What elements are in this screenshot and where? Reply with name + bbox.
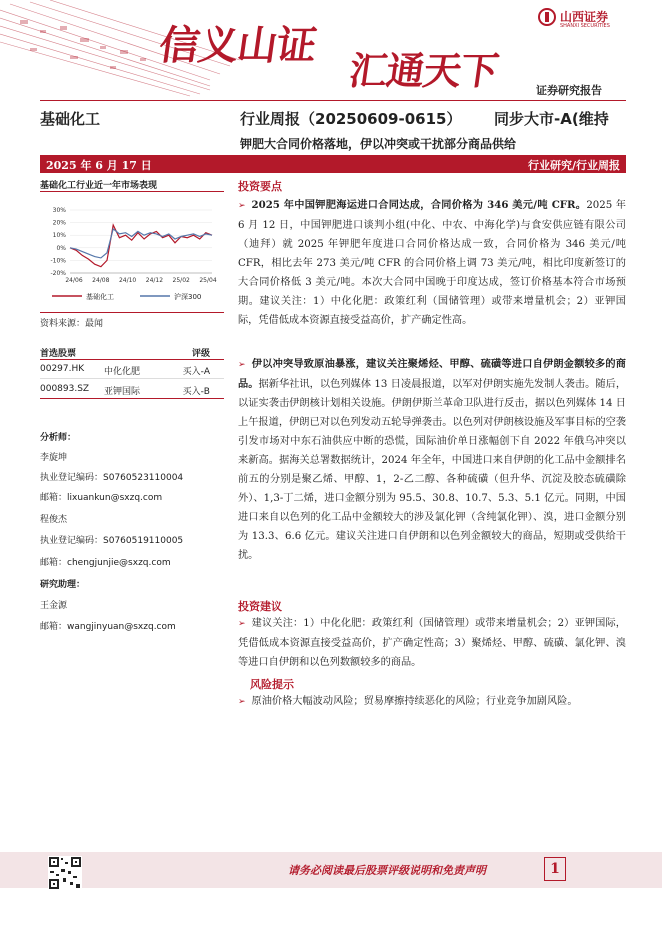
date-bar: [40, 155, 626, 173]
paragraph-iran-israel: [238, 355, 626, 565]
company-logo-sub: SHANXI SECURITIES: [560, 23, 610, 29]
report-type: 证券研究报告: [536, 84, 602, 97]
stock-code: 000893.SZ: [40, 384, 90, 394]
slogan-part2: 汇通天下: [346, 48, 501, 93]
assistant-name: 王金源: [40, 601, 68, 611]
stock-rating: 买入-A: [182, 367, 210, 377]
chart-title-rule: [40, 191, 224, 192]
report-subtitle: 钾肥大合同价格落地，伊以冲突或干扰部分商品供给: [240, 137, 517, 151]
header-banner: [0, 0, 662, 100]
footer-disclaimer[interactable]: 请务必阅读最后股票评级说明和免责声明: [288, 864, 486, 877]
arrow-bullet-icon: ➢: [238, 697, 246, 707]
assistant-email[interactable]: 邮箱：wangjinyuan@sxzq.com: [40, 622, 176, 632]
stock-row: [40, 384, 224, 397]
arrow-bullet-icon: ➢: [238, 201, 246, 211]
chart-y-tick-label: -10%: [50, 257, 66, 265]
chart-y-tick-label: 0%: [56, 244, 66, 252]
analyst-name: 程俊杰: [40, 515, 68, 525]
report-date: 2025 年 6 月 17 日: [46, 159, 152, 172]
paragraph-potash-contract: [238, 196, 626, 330]
market-performance-chart: [40, 198, 224, 308]
chart-x-tick-label: 24/08: [92, 277, 110, 284]
qr-code-icon: [48, 856, 82, 890]
analysts-title: 分析师：: [40, 433, 77, 443]
chart-source: 资料来源：最闻: [40, 319, 104, 329]
paragraph-risk: [238, 692, 626, 712]
analyst-license: 执业登记编码：S0760519110005: [40, 536, 184, 546]
arrow-bullet-icon: ➢: [238, 360, 246, 370]
assistant-title: 研究助理：: [40, 580, 86, 590]
chart-y-tick-label: 10%: [52, 232, 66, 240]
chart-x-tick-label: 24/10: [118, 277, 137, 284]
stocks-title: 首选股票: [40, 349, 77, 359]
chart-bottom-rule: [40, 312, 224, 313]
header-rule: [40, 100, 626, 101]
stocks-bottom-rule: [40, 398, 224, 399]
industry-name: 基础化工: [40, 110, 101, 128]
stock-row: [40, 364, 224, 377]
chart-legend-label: 基础化工: [86, 293, 114, 301]
chart-x-tick-label: 25/02: [172, 277, 190, 284]
chart-x-tick-label: 24/06: [65, 277, 83, 284]
weekly-title: 行业周报（20250609-0615）: [240, 110, 462, 128]
paragraph-advice: [238, 614, 626, 672]
slogan-part1: 信义山证: [156, 22, 319, 69]
paragraph-lead: 2025 年中国钾肥海运进口合同达成，合同价格为 346 美元/吨 CFR。: [251, 199, 587, 211]
stock-code: 00297.HK: [40, 364, 85, 374]
company-logo-name: 山西证券: [560, 10, 609, 24]
industry-rating: 同步大市-A(维持: [494, 110, 609, 128]
section-investment-highlights: 投资要点: [238, 180, 282, 193]
chart-title: 基础化工行业近一年市场表现: [40, 181, 158, 191]
stocks-header: [40, 346, 224, 359]
analyst-name: 李旋坤: [40, 453, 68, 463]
company-logo-icon: [537, 7, 557, 27]
section-investment-advice: 投资建议: [238, 600, 282, 613]
chart-series-line: [70, 229, 212, 258]
paragraph-body: 据新华社讯，以色列媒体 13 日凌晨报道，以军对伊朗实施先发制人袭击。随后，以证实袭击伊朗核计划相关设施。伊朗伊斯兰革命卫队进行反击，据以色列媒体 14 日上午报道，伊朗已对以色列发动五轮导弹袭击。以色列对伊朗核设施及军事目标的空袭引发市场对中东石油供应中断的恐慌，国际油价单日涨幅创下自 2022 年俄乌冲突以来新高。据海关总署数据统计，2024 年全年，中国进口来自伊朗的化工品中金额排名前五的分别是聚乙烯、甲醇、1，2-乙二醇、各种硫磺（但升华、沉淀及胶态硫磺除外）、1,3-丁二烯，进口金额分别为 95.5、30.8、10.7、5.3、5.1 亿元。同期，中国进口来自以色列的化工品中金额较大的涉及氯化钾（含纯氯化钾）、溴，进口金额分别为 13.3、6.6 亿元。建议关注进口自伊朗和以色列金额较大的商品，短期或受供给干扰。: [238, 379, 627, 561]
analyst-email[interactable]: 邮箱：lixuankun@sxzq.com: [40, 493, 163, 503]
stock-name: 中化化肥: [104, 367, 141, 377]
chart-legend-label: 沪深300: [174, 293, 202, 301]
analyst-license: 执业登记编码：S0760523110004: [40, 473, 184, 483]
chart-y-tick-label: -20%: [50, 270, 66, 277]
section-risk: 风险提示: [250, 678, 294, 691]
report-category: 行业研究/行业周报: [527, 159, 620, 172]
stocks-rating-header: 评级: [191, 349, 210, 359]
stock-rating: 买入-B: [182, 387, 210, 397]
stock-name: 亚钾国际: [104, 387, 141, 397]
arrow-bullet-icon: ➢: [238, 619, 246, 629]
chart-y-tick-label: 20%: [52, 219, 66, 227]
stocks-rule: [40, 359, 224, 360]
page-number: 1: [544, 857, 566, 881]
chart-x-tick-label: 25/04: [199, 277, 217, 284]
analyst-email[interactable]: 邮箱：chengjunjie@sxzq.com: [40, 558, 171, 568]
paragraph-body: 2025 年 6 月 12 日，中国钾肥进口谈判小组(中化、中农、中海化学)与食安供应链有限公司（迪拜）就 2025 年钾肥年度进口合同价格达成一致，合同价格为 346 美元/吨 CFR，相比去年 273 美元/吨 CFR 的合同价格上调 73 美元/吨，相比印度新签订的大合同价格低 3 美元/吨。本次大合同中国晚于印度达成，签订价格基本符合市场预期。建议关注：1）中化化肥：政策红利（国储管理）或带来增量机会；2）亚钾国际，凭借低成本资源直接受益高价，扩产确定性高。: [238, 200, 626, 326]
paragraph-body: 原油价格大幅波动风险；贸易摩擦持续恶化的风险；行业竞争加剧风险。: [251, 696, 578, 707]
paragraph-body: 建议关注：1）中化化肥：政策红利（国储管理）或带来增量机会；2）亚钾国际，凭借低成本资源直接受益高价，扩产确定性高；3）聚烯烃、甲醇、硫磺、氯化钾、溴等进口自伊朗和以色列数额较多的商品。: [238, 618, 626, 668]
stock-row-divider: [40, 378, 224, 379]
paragraph-lead: 伊以冲突导致原油暴涨，建议关注聚烯烃、甲醇、硫磺等进口自伊朗金额较多的商品。: [238, 358, 626, 390]
chart-y-tick-label: 30%: [52, 207, 66, 214]
chart-x-tick-label: 24/12: [145, 277, 164, 284]
